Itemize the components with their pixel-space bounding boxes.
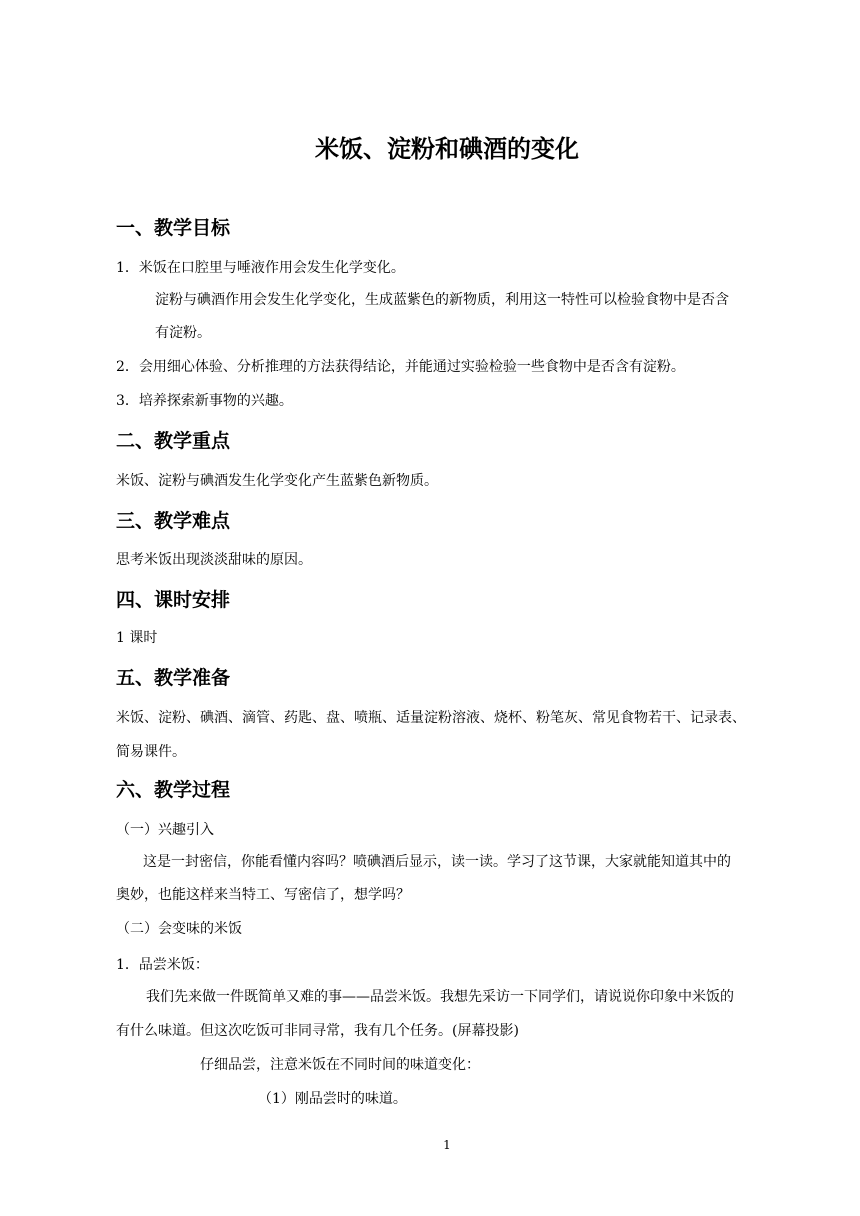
objective-item-1-continued: 淀粉与碘酒作用会发生化学变化，生成蓝紫色的新物质，利用这一特性可以检验食物中是否含 xyxy=(155,292,729,308)
objective-item-1-continued-2: 有淀粉。 xyxy=(155,325,211,341)
heading-preparation: 五、教学准备 xyxy=(116,667,231,689)
preparation-text-line-1: 米饭、淀粉、碘酒、滴管、药匙、盘、喷瓶、适量淀粉溶液、烧杯、粉笔灰、常见食物若干、记录表、 xyxy=(116,710,746,726)
process-subsection-2-title: （二）会变味的米饭 xyxy=(116,921,242,937)
process-step-1-line-2: 有什么味道。但这次吃饭可非同寻常，我有几个任务。(屏幕投影) xyxy=(116,1023,519,1039)
objective-item-1: 1．米饭在口腔里与唾液作用会发生化学变化。 xyxy=(116,260,405,276)
heading-key-points: 二、教学重点 xyxy=(116,430,231,452)
process-subsection-1-line-2: 奥妙，也能这样来当特工、写密信了，想学吗？ xyxy=(116,887,410,903)
process-step-1-line-1: 我们先来做一件既简单又难的事——品尝米饭。我想先采访一下同学们，请说说你印象中米饭的 xyxy=(146,989,734,1005)
objective-item-3: 3．培养探索新事物的兴趣。 xyxy=(116,393,293,409)
heading-objectives: 一、教学目标 xyxy=(116,217,231,239)
schedule-text: 1 课时 xyxy=(116,630,158,646)
process-task-intro: 仔细品尝，注意米饭在不同时间的味道变化： xyxy=(200,1057,480,1073)
heading-difficulties: 三、教学难点 xyxy=(116,510,231,532)
difficulties-text: 思考米饭出现淡淡甜味的原因。 xyxy=(116,552,312,568)
heading-schedule: 四、课时安排 xyxy=(116,589,231,611)
page-number: 1 xyxy=(443,1138,451,1152)
process-subsection-1-line-1: 这是一封密信，你能看懂内容吗？喷碘酒后显示，读一读。学习了这节课，大家就能知道其中的 xyxy=(143,854,731,870)
key-points-text: 米饭、淀粉与碘酒发生化学变化产生蓝紫色新物质。 xyxy=(116,473,438,489)
document-title: 米饭、淀粉和碘酒的变化 xyxy=(315,135,579,163)
process-task-1: （1）刚品尝时的味道。 xyxy=(258,1091,407,1107)
preparation-text-line-2: 简易课件。 xyxy=(116,744,186,760)
process-step-1-title: 1．品尝米饭： xyxy=(116,957,209,973)
heading-process: 六、教学过程 xyxy=(116,779,231,801)
process-subsection-1-title: （一）兴趣引入 xyxy=(116,822,214,838)
objective-item-2: 2．会用细心体验、分析推理的方法获得结论，并能通过实验检验一些食物中是否含有淀粉。 xyxy=(116,359,685,375)
